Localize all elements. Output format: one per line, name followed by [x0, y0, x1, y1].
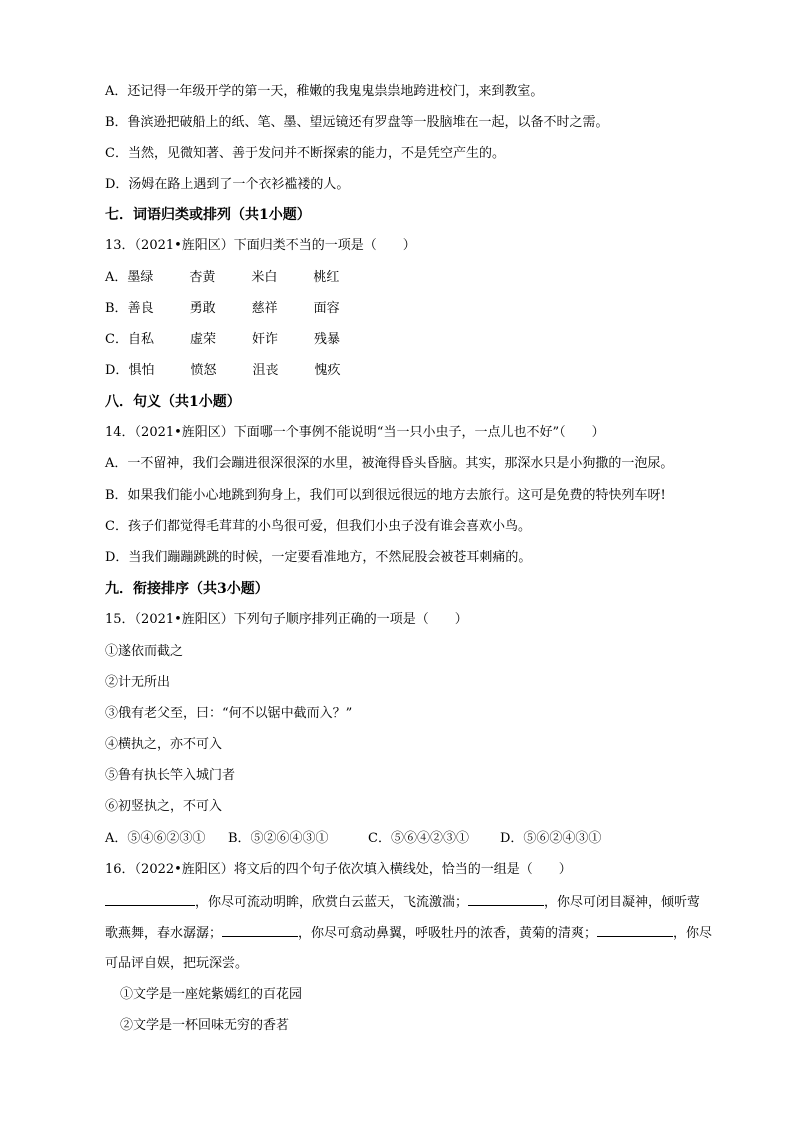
q15-sentence-4: ④横执之，亦不可入: [105, 737, 223, 752]
section-9-heading: 九．衔接排序（共3小题）: [105, 581, 269, 597]
passage-text: ，你尽可翕动鼻翼，呼吸牡丹的浓香，黄菊的清爽；: [298, 926, 598, 941]
word: 残暴: [313, 332, 340, 347]
passage-text: ，你尽: [673, 926, 713, 941]
fill-blank: [468, 893, 544, 906]
q14-option-d: D．当我们蹦蹦跳跳的时候，一定要看准地方，不然屁股会被苍耳刺痛的。: [105, 550, 532, 565]
word: 沮丧: [252, 363, 279, 378]
word: 慈祥: [251, 301, 278, 316]
q13-option-c: [105, 331, 340, 349]
word: 勇敢: [189, 301, 216, 316]
section-7-heading: 七．词语归类或排列（共1小题）: [105, 207, 311, 223]
q14-option-a: A．一不留神，我们会蹦进很深很深的水里，被淹得昏头昏脑。其实，那深水只是小狗撒的一泡尿。: [105, 456, 674, 471]
q13-option-b: [105, 300, 340, 318]
word: 愤怒: [190, 363, 217, 378]
word: 虚荣: [189, 332, 216, 347]
q14-stem: 14．（2021•旌阳区）下面哪一个事例不能说明“当一只小虫子，一点儿也不好”（ ）: [105, 425, 605, 440]
q16-passage-line-3: 可品评自娱，把玩深尝。: [105, 956, 249, 971]
q13-option-d: [105, 362, 340, 380]
option-label: B．: [105, 301, 128, 316]
word: 善良: [127, 301, 154, 316]
q12-option-c: C．当然，见微知著、善于发问并不断探索的能力，不是凭空产生的。: [105, 146, 505, 161]
q15-choice-a: A．⑤④⑥②③①: [105, 831, 206, 846]
word: 墨绿: [127, 270, 154, 285]
q16-passage-line-1: [105, 893, 700, 912]
q15-sentence-3: ③俄有老父至，曰：“何不以锯中截而入？”: [105, 706, 353, 721]
word: 面容: [313, 301, 340, 316]
word: 愧疚: [314, 363, 341, 378]
fill-blank: [222, 924, 298, 937]
passage-text: 歌燕舞，春水潺潺；: [105, 926, 223, 941]
q13-stem: 13．（2021•旌阳区）下面归类不当的一项是（ ）: [105, 238, 416, 253]
q15-choice-c: C．⑤⑥④②③①: [368, 831, 469, 846]
q15-sentence-6: ⑥初竖执之，不可入: [105, 799, 223, 814]
passage-text: ，你尽可流动明眸，欣赏白云蓝天，飞流激湍；: [195, 895, 469, 910]
word: 奸诈: [251, 332, 278, 347]
fill-blank: [597, 924, 673, 937]
word: 惧怕: [128, 363, 155, 378]
word: 杏黄: [189, 270, 216, 285]
option-label: C．: [105, 332, 128, 347]
q16-sentence-2: ②文学是一杯回味无穷的香茗: [120, 1018, 290, 1033]
passage-text: ，你尽可闭目凝神，倾听莺: [544, 895, 701, 910]
word: 米白: [251, 270, 278, 285]
q16-stem: 16．（2022•旌阳区）将文后的四个句子依次填入横线处，恰当的一组是（ ）: [105, 862, 572, 877]
option-label: D．: [105, 363, 129, 378]
q15-stem: 15．（2021•旌阳区）下列句子顺序排列正确的一项是（ ）: [105, 612, 468, 627]
section-8-heading: 八．句义（共1小题）: [105, 394, 241, 410]
q12-option-b: B．鲁滨逊把破船上的纸、笔、墨、望远镜还有罗盘等一股脑堆在一起，以备不时之需。: [105, 115, 609, 130]
q16-passage-line-2: [105, 924, 712, 943]
q15-choice-d: D．⑤⑥②④③①: [500, 831, 602, 846]
q15-choices: [105, 830, 601, 848]
q15-sentence-1: ①遂依而截之: [105, 644, 184, 659]
q12-option-a: A．还记得一年级开学的第一天，稚嫩的我鬼鬼祟祟地跨进校门，来到教室。: [105, 84, 544, 99]
word: 自私: [127, 332, 154, 347]
fill-blank: [105, 893, 195, 906]
q14-option-c: C．孩子们都觉得毛茸茸的小鸟很可爱，但我们小虫子没有谁会喜欢小鸟。: [105, 519, 531, 534]
q15-sentence-5: ⑤鲁有执长竿入城门者: [105, 768, 236, 783]
q16-sentence-1: ①文学是一座姹紫嫣红的百花园: [120, 987, 303, 1002]
q14-option-b: B．如果我们能小心地跳到狗身上，我们可以到很远很远的地方去旅行。这可是免费的特快列车呀!: [105, 488, 666, 503]
option-label: A．: [105, 270, 128, 285]
q13-option-a: [105, 269, 339, 287]
word: 桃红: [313, 270, 340, 285]
q15-sentence-2: ②计无所出: [105, 675, 171, 690]
q12-option-d: D．汤姆在路上遇到了一个衣衫褴褛的人。: [105, 177, 350, 192]
q15-choice-b: B．⑤②⑥④③①: [228, 831, 329, 846]
